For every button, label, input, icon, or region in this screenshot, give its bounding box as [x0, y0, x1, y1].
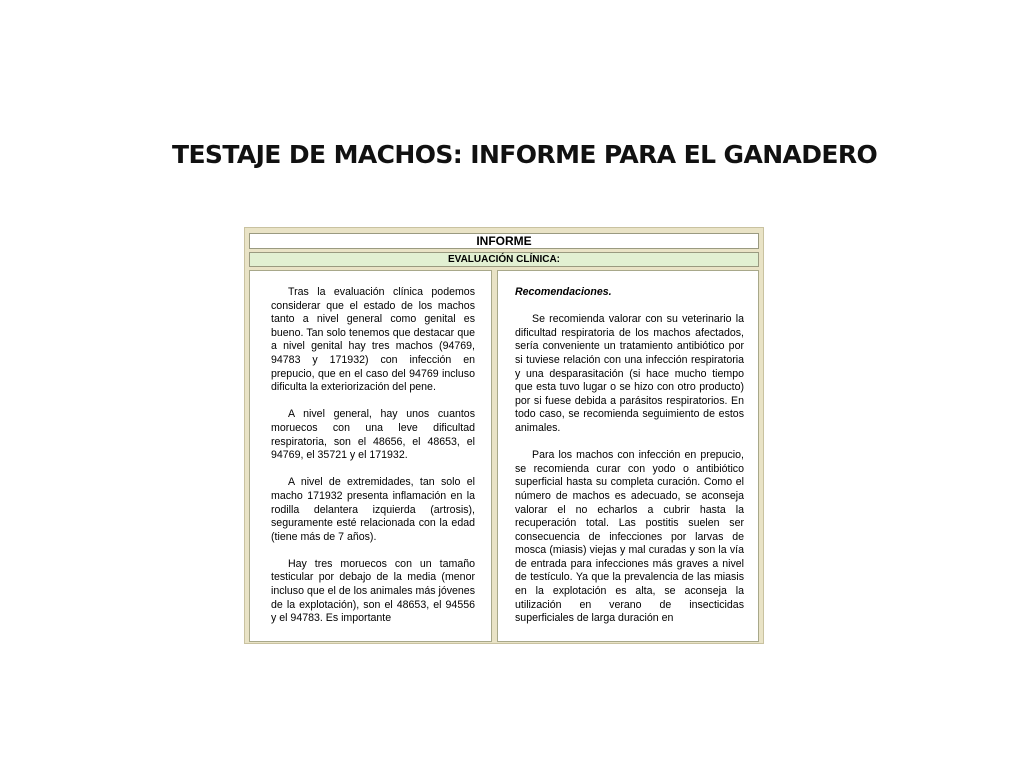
clinical-evaluation-header: EVALUACIÓN CLÍNICA: — [249, 252, 759, 267]
report-header: INFORME — [249, 233, 759, 249]
report-panel — [244, 227, 764, 644]
recommendations-column — [497, 270, 759, 642]
recommendation-paragraph: Se recomienda valorar con su veterinario la dificultad respiratoria de los machos afectados, sería conveniente un tratamiento antibiótico por si tuviese relación con una infección respiratoria y una desparasitación (si hace mucho tiempo que esta tuvo lugar o se hizo con otro producto) por si fuese debida a parásitos respiratorios. En todo caso, se recomienda seguimiento de estos animales. — [515, 313, 744, 434]
recommendations-heading: Recomendaciones. — [515, 286, 612, 298]
evaluation-paragraph: Tras la evaluación clínica podemos considerar que el estado de los machos tanto a nivel general como genital es bueno. Tan solo tenemos que destacar que a nivel genital hay tres machos (94769, 94783 y 171932) con infección en prepucio, que en el caso del 94769 incluso dificulta la exteriorización del pene. — [271, 286, 475, 394]
slide-title: TESTAJE DE MACHOS: INFORME PARA EL GANADERO — [172, 140, 878, 169]
evaluation-paragraph: A nivel de extremidades, tan solo el macho 171932 presenta inflamación en la rodilla delantera izquierda (artrosis), seguramente esté relacionada con la edad (tiene más de 7 años). — [271, 476, 475, 543]
evaluation-paragraph: A nivel general, hay unos cuantos moruecos con una leve dificultad respiratoria, son el 48656, el 48653, el 94769, el 35721 y el 171932. — [271, 408, 475, 462]
evaluation-paragraph: Hay tres moruecos con un tamaño testicular por debajo de la media (menor incluso que el de los animales más jóvenes de la explotación), son el 48653, el 94556 y el 94783. Es importante — [271, 557, 475, 625]
recommendation-paragraph: Para los machos con infección en prepucio, se recomienda curar con yodo o antibiótico superficial hasta su completa curación. Como el número de machos es adecuado, se aconseja valorar el no echarlos a cubrir hasta la recuperación total. Las postitis suelen ser consecuencia de infecciones por larvas de mosca (miasis) viejas y mal curadas y son la vía de entrada para infecciones más graves a nivel de testículo. Ya que la prevalencia de las miasis en la explotación es alta, se aconseja la utilización en verano de insecticidas superficiales de larga duración en — [515, 449, 744, 625]
clinical-evaluation-column — [249, 270, 492, 642]
